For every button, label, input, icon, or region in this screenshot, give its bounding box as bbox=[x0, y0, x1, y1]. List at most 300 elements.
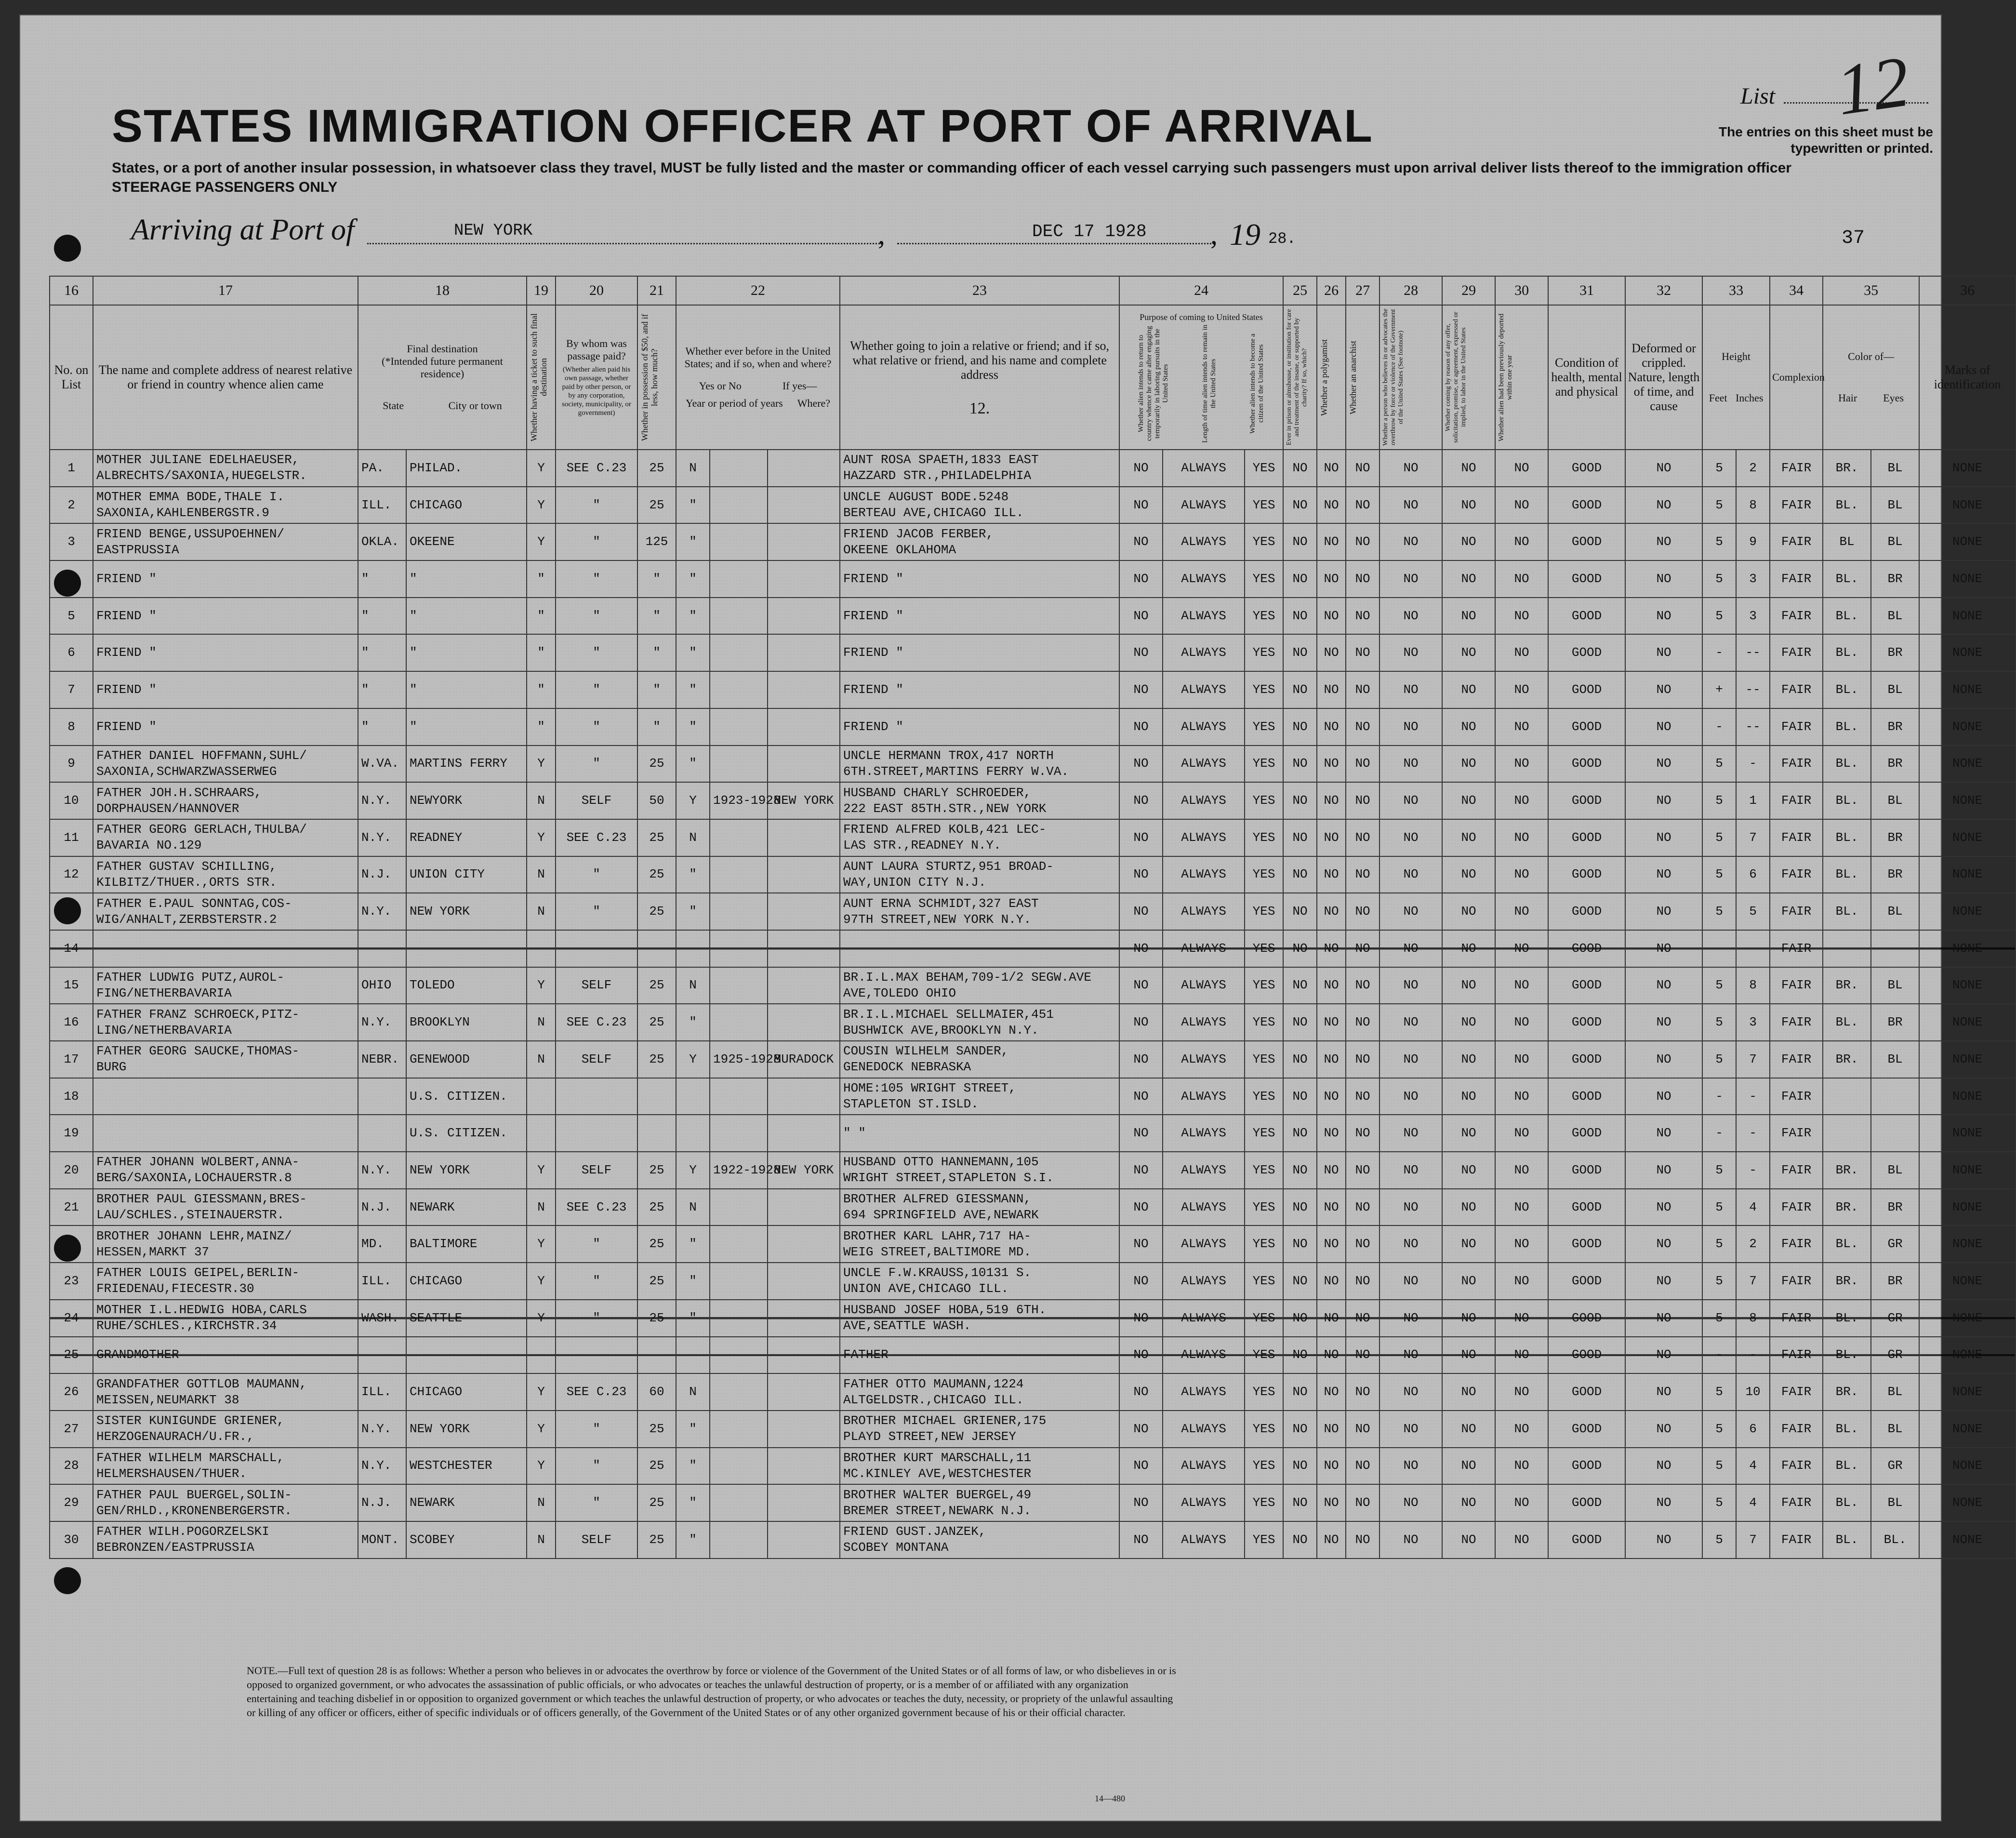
cell-passage-paid: " bbox=[556, 634, 637, 671]
cell-city: NEWARK bbox=[406, 1484, 527, 1521]
cell-deformed: NO bbox=[1625, 708, 1702, 746]
cell-offer: NO bbox=[1442, 1448, 1495, 1485]
cell-marks: NONE bbox=[1919, 560, 2016, 598]
cell-relative-abroad-line: SISTER KUNIGUNDE GRIENER, bbox=[96, 1413, 285, 1428]
cell-hair: BR. bbox=[1823, 1152, 1871, 1189]
cell-state: ILL. bbox=[358, 1373, 406, 1411]
column-number: 25 bbox=[1283, 276, 1317, 305]
cell-health: GOOD bbox=[1548, 1152, 1625, 1189]
cell-hair: BR. bbox=[1823, 1373, 1871, 1411]
cell-row-number: 8 bbox=[50, 708, 93, 746]
cell-joining bbox=[840, 893, 1119, 930]
table-row bbox=[50, 598, 2016, 635]
separator: , bbox=[1210, 218, 1218, 250]
cell-relative-abroad-line: GRANDMOTHER bbox=[96, 1347, 179, 1362]
cell-offer: NO bbox=[1442, 1373, 1495, 1411]
cell-row-number: 22 bbox=[50, 1225, 93, 1263]
cell-ticket bbox=[527, 1078, 556, 1115]
cell-citizen: YES bbox=[1245, 450, 1283, 487]
cell-marks: NONE bbox=[1919, 598, 2016, 635]
port-name: NEW YORK bbox=[454, 222, 533, 240]
cell-health: GOOD bbox=[1548, 1300, 1625, 1337]
column-number: 29 bbox=[1442, 276, 1495, 305]
header-passage bbox=[556, 305, 637, 450]
cell-state: OKLA. bbox=[358, 523, 406, 560]
cell-joining bbox=[840, 746, 1119, 783]
cell-before-us: " bbox=[676, 598, 710, 635]
cell-deformed: NO bbox=[1625, 1484, 1702, 1521]
cell-row-number: 10 bbox=[50, 782, 93, 819]
cell-joining-line: AVE,TOLEDO OHIO bbox=[843, 986, 956, 1000]
cell-year-period bbox=[710, 1373, 768, 1411]
cell-deformed: NO bbox=[1625, 450, 1702, 487]
cell-return: NO bbox=[1119, 1041, 1163, 1078]
table-row bbox=[50, 523, 2016, 560]
cell-inches: - bbox=[1736, 1078, 1770, 1115]
year-period-label: Year or period of years bbox=[685, 397, 783, 409]
cell-hair: BL. bbox=[1823, 856, 1871, 893]
table-row bbox=[50, 1411, 2016, 1448]
cell-joining bbox=[840, 967, 1119, 1004]
cell-relative-abroad-line: DORPHAUSEN/HANNOVER bbox=[96, 801, 239, 816]
column-number: 28 bbox=[1379, 276, 1442, 305]
cell-inches: 8 bbox=[1736, 967, 1770, 1004]
cell-return: NO bbox=[1119, 1152, 1163, 1189]
cell-citizen: YES bbox=[1245, 1189, 1283, 1226]
header-purpose bbox=[1119, 305, 1283, 450]
cell-return: NO bbox=[1119, 634, 1163, 671]
cell-return: NO bbox=[1119, 893, 1163, 930]
cell-joining bbox=[840, 1263, 1119, 1300]
cell-feet: 5 bbox=[1702, 560, 1736, 598]
hair-label: Hair bbox=[1838, 392, 1857, 404]
cell-health: GOOD bbox=[1548, 1337, 1625, 1374]
cell-marks: NONE bbox=[1919, 671, 2016, 708]
cell-relative-abroad-line: FATHER PAUL BUERGEL,SOLIN- bbox=[96, 1487, 292, 1502]
cell-overthrow: NO bbox=[1379, 1373, 1442, 1411]
cell-relative-abroad-line: MOTHER JULIANE EDELHAEUSER, bbox=[96, 453, 300, 467]
before-us-label: Whether ever before in the United States; and if so, when and where? bbox=[684, 345, 832, 370]
cell-return: NO bbox=[1119, 1373, 1163, 1411]
cell-eyes: BL bbox=[1871, 1152, 1919, 1189]
cell-health: GOOD bbox=[1548, 598, 1625, 635]
cell-joining bbox=[840, 1041, 1119, 1078]
cell-length: ALWAYS bbox=[1163, 1448, 1245, 1485]
cell-marks: NONE bbox=[1919, 1411, 2016, 1448]
if-yes-label: If yes— bbox=[782, 380, 817, 392]
cell-hair: BL. bbox=[1823, 560, 1871, 598]
cell-length: ALWAYS bbox=[1163, 450, 1245, 487]
cell-joining-line: BUSHWICK AVE,BROOKLYN N.Y. bbox=[843, 1023, 1039, 1038]
cell-joining bbox=[840, 1189, 1119, 1226]
cell-year-period bbox=[710, 746, 768, 783]
cell-money: 25 bbox=[637, 450, 676, 487]
cell-relative-abroad-line: FRIEND BENGE,USSUPOEHNEN/ bbox=[96, 526, 285, 541]
cell-city: WESTCHESTER bbox=[406, 1448, 527, 1485]
cell-overthrow: NO bbox=[1379, 1078, 1442, 1115]
cell-citizen: YES bbox=[1245, 782, 1283, 819]
cell-relative-abroad-line: ALBRECHTS/SAXONIA,HUEGELSTR. bbox=[96, 468, 307, 483]
cell-complexion: FAIR bbox=[1770, 1411, 1823, 1448]
cell-deported: NO bbox=[1495, 1337, 1548, 1374]
cell-deported: NO bbox=[1495, 1373, 1548, 1411]
cell-feet: 5 bbox=[1702, 598, 1736, 635]
cell-state: " bbox=[358, 634, 406, 671]
cell-return: NO bbox=[1119, 1115, 1163, 1152]
cell-money bbox=[637, 930, 676, 967]
cell-overthrow: NO bbox=[1379, 1411, 1442, 1448]
cell-overthrow: NO bbox=[1379, 782, 1442, 819]
cell-joining-line: STAPLETON ST.ISLD. bbox=[843, 1097, 979, 1112]
list-label: List bbox=[1740, 83, 1776, 109]
cell-feet: 5 bbox=[1702, 819, 1736, 856]
cell-joining-line: BREMER STREET,NEWARK N.J. bbox=[843, 1503, 1032, 1518]
cell-anarchist: NO bbox=[1346, 1225, 1379, 1263]
cell-row-number: 6 bbox=[50, 634, 93, 671]
cell-hair: BL. bbox=[1823, 746, 1871, 783]
table-row bbox=[50, 819, 2016, 856]
cell-citizen: YES bbox=[1245, 1337, 1283, 1374]
cell-health: GOOD bbox=[1548, 634, 1625, 671]
date-line bbox=[897, 243, 1215, 244]
cell-inches: 7 bbox=[1736, 819, 1770, 856]
cell-where bbox=[768, 1189, 840, 1226]
cell-health: GOOD bbox=[1548, 560, 1625, 598]
cell-feet: 5 bbox=[1702, 1152, 1736, 1189]
column-number: 32 bbox=[1625, 276, 1702, 305]
cell-anarchist: NO bbox=[1346, 893, 1379, 930]
cell-return: NO bbox=[1119, 1189, 1163, 1226]
cell-prison: NO bbox=[1283, 1484, 1317, 1521]
cell-eyes: BL bbox=[1871, 1373, 1919, 1411]
cell-deformed: NO bbox=[1625, 893, 1702, 930]
cell-deported: NO bbox=[1495, 1521, 1548, 1558]
cell-citizen: YES bbox=[1245, 930, 1283, 967]
cell-offer: NO bbox=[1442, 671, 1495, 708]
cell-deported: NO bbox=[1495, 1152, 1548, 1189]
cell-passage-paid: " bbox=[556, 523, 637, 560]
cell-relative-abroad bbox=[93, 1521, 358, 1558]
cell-relative-abroad-line: HELMERSHAUSEN/THUER. bbox=[96, 1466, 247, 1481]
cell-before-us: N bbox=[676, 450, 710, 487]
cell-length: ALWAYS bbox=[1163, 708, 1245, 746]
cell-joining-line: FATHER OTTO MAUMANN,1224 bbox=[843, 1376, 1024, 1391]
cell-before-us: N bbox=[676, 1373, 710, 1411]
cell-polygamist: NO bbox=[1317, 1373, 1346, 1411]
cell-complexion: FAIR bbox=[1770, 967, 1823, 1004]
cell-where bbox=[768, 1225, 840, 1263]
cell-passage-paid: SELF bbox=[556, 1041, 637, 1078]
cell-overthrow: NO bbox=[1379, 708, 1442, 746]
cell-prison: NO bbox=[1283, 1521, 1317, 1558]
cell-feet: 5 bbox=[1702, 893, 1736, 930]
cell-prison: NO bbox=[1283, 523, 1317, 560]
cell-passage-paid: SEE C.23 bbox=[556, 1004, 637, 1041]
cell-deformed: NO bbox=[1625, 1263, 1702, 1300]
cell-hair: BL. bbox=[1823, 1337, 1871, 1374]
cell-length: ALWAYS bbox=[1163, 930, 1245, 967]
cell-eyes: BL bbox=[1871, 893, 1919, 930]
cell-feet: 5 bbox=[1702, 1041, 1736, 1078]
cell-state: N.Y. bbox=[358, 1411, 406, 1448]
cell-passage-paid: SEE C.23 bbox=[556, 1373, 637, 1411]
cell-anarchist: NO bbox=[1346, 1337, 1379, 1374]
cell-relative-abroad-line: BEBRONZEN/EASTPRUSSIA bbox=[96, 1540, 254, 1555]
cell-citizen: YES bbox=[1245, 634, 1283, 671]
header-joining bbox=[840, 305, 1119, 450]
deported-label: Whether alien had been previously deported within one year bbox=[1498, 313, 1514, 441]
cell-marks: NONE bbox=[1919, 1263, 2016, 1300]
cell-state: " bbox=[358, 708, 406, 746]
cell-overthrow: NO bbox=[1379, 1004, 1442, 1041]
cell-where: MURADOCK bbox=[768, 1041, 840, 1078]
column-number: 33 bbox=[1702, 276, 1770, 305]
cell-row-number: 1 bbox=[50, 450, 93, 487]
cell-state bbox=[358, 1115, 406, 1152]
cell-prison: NO bbox=[1283, 671, 1317, 708]
cell-relative-abroad bbox=[93, 671, 358, 708]
cell-deformed: NO bbox=[1625, 967, 1702, 1004]
cell-relative-abroad-line: MOTHER EMMA BODE,THALE I. bbox=[96, 490, 285, 505]
cell-anarchist: NO bbox=[1346, 1484, 1379, 1521]
cell-row-number: 30 bbox=[50, 1521, 93, 1558]
cell-joining-line: FRIEND " bbox=[843, 645, 903, 660]
money-label: Whether in possession of $50, and if less, how much? bbox=[640, 314, 659, 441]
cell-where bbox=[768, 893, 840, 930]
cell-where bbox=[768, 1004, 840, 1041]
cell-anarchist: NO bbox=[1346, 930, 1379, 967]
cell-ticket bbox=[527, 930, 556, 967]
cell-hair: BL bbox=[1823, 523, 1871, 560]
cell-eyes: GR bbox=[1871, 1300, 1919, 1337]
cell-city: READNEY bbox=[406, 819, 527, 856]
cell-hair: BL. bbox=[1823, 1225, 1871, 1263]
cell-ticket: " bbox=[527, 634, 556, 671]
cell-ticket: Y bbox=[527, 1300, 556, 1337]
header-prison bbox=[1283, 305, 1317, 450]
cell-marks: NONE bbox=[1919, 523, 2016, 560]
column-number-row bbox=[50, 276, 2016, 305]
cell-row-number: 4 bbox=[50, 560, 93, 598]
cell-length: ALWAYS bbox=[1163, 1041, 1245, 1078]
cell-complexion: FAIR bbox=[1770, 1041, 1823, 1078]
manifest-sheet bbox=[19, 14, 2001, 1822]
list-number: 12 bbox=[1831, 41, 1914, 131]
cell-overthrow: NO bbox=[1379, 1448, 1442, 1485]
cell-deported: NO bbox=[1495, 746, 1548, 783]
cell-before-us: " bbox=[676, 708, 710, 746]
cell-where bbox=[768, 487, 840, 524]
cell-before-us: " bbox=[676, 671, 710, 708]
cell-eyes: BR bbox=[1871, 746, 1919, 783]
cell-deported: NO bbox=[1495, 893, 1548, 930]
cell-complexion: FAIR bbox=[1770, 1225, 1823, 1263]
cell-relative-abroad-line: GRANDFATHER GOTTLOB MAUMANN, bbox=[96, 1376, 307, 1391]
cell-where bbox=[768, 1373, 840, 1411]
cell-deformed: NO bbox=[1625, 634, 1702, 671]
cell-anarchist: NO bbox=[1346, 1300, 1379, 1337]
table-row bbox=[50, 487, 2016, 524]
cell-year-period bbox=[710, 1004, 768, 1041]
cell-deformed: NO bbox=[1625, 1521, 1702, 1558]
cell-deported: NO bbox=[1495, 1225, 1548, 1263]
cell-relative-abroad bbox=[93, 782, 358, 819]
cell-relative-abroad-line: HESSEN,MARKT 37 bbox=[96, 1244, 210, 1259]
cell-eyes: BL bbox=[1871, 671, 1919, 708]
cell-polygamist: NO bbox=[1317, 450, 1346, 487]
table-row bbox=[50, 893, 2016, 930]
cell-inches: 2 bbox=[1736, 1225, 1770, 1263]
color-label: Color of— bbox=[1848, 350, 1895, 362]
cell-where bbox=[768, 708, 840, 746]
cell-prison: NO bbox=[1283, 708, 1317, 746]
cell-offer: NO bbox=[1442, 1411, 1495, 1448]
header-health: Condition of health, mental and physical bbox=[1548, 305, 1625, 450]
cell-ticket: N bbox=[527, 856, 556, 893]
cell-where bbox=[768, 560, 840, 598]
cell-before-us: " bbox=[676, 523, 710, 560]
cell-inches: 2 bbox=[1736, 450, 1770, 487]
cell-eyes: BL bbox=[1871, 598, 1919, 635]
cell-overthrow: NO bbox=[1379, 1189, 1442, 1226]
cell-ticket: Y bbox=[527, 746, 556, 783]
cell-where bbox=[768, 1521, 840, 1558]
cell-eyes: BR bbox=[1871, 1004, 1919, 1041]
cell-where bbox=[768, 1337, 840, 1374]
cell-inches: -- bbox=[1736, 708, 1770, 746]
cell-joining bbox=[840, 819, 1119, 856]
cell-inches: 7 bbox=[1736, 1521, 1770, 1558]
cell-relative-abroad bbox=[93, 487, 358, 524]
cell-prison: NO bbox=[1283, 1411, 1317, 1448]
cell-length: ALWAYS bbox=[1163, 856, 1245, 893]
cell-offer: NO bbox=[1442, 1300, 1495, 1337]
cell-state: N.Y. bbox=[358, 782, 406, 819]
cell-city: U.S. CITIZEN. bbox=[406, 1078, 527, 1115]
table-row bbox=[50, 930, 2016, 967]
cell-offer: NO bbox=[1442, 893, 1495, 930]
cell-before-us: N bbox=[676, 819, 710, 856]
cell-inches: 3 bbox=[1736, 560, 1770, 598]
cell-offer: NO bbox=[1442, 746, 1495, 783]
cell-joining-line: FRIEND " bbox=[843, 719, 903, 734]
cell-relative-abroad-line: BAVARIA NO.129 bbox=[96, 838, 202, 853]
cell-joining-line: GENEDOCK NEBRASKA bbox=[843, 1060, 971, 1075]
cell-deported: NO bbox=[1495, 1411, 1548, 1448]
cell-eyes bbox=[1871, 1078, 1919, 1115]
header-marks: Marks of identification bbox=[1919, 305, 2016, 450]
cell-prison: NO bbox=[1283, 1300, 1317, 1337]
cell-relative-abroad bbox=[93, 1041, 358, 1078]
cell-state: " bbox=[358, 598, 406, 635]
cell-deported: NO bbox=[1495, 1300, 1548, 1337]
cell-year-period bbox=[710, 1078, 768, 1115]
cell-feet: 5 bbox=[1702, 1263, 1736, 1300]
cell-before-us: " bbox=[676, 1521, 710, 1558]
cell-prison: NO bbox=[1283, 634, 1317, 671]
cell-row-number: 13 bbox=[50, 893, 93, 930]
cell-eyes: BL bbox=[1871, 782, 1919, 819]
cell-passage-paid: " bbox=[556, 1411, 637, 1448]
cell-joining bbox=[840, 1300, 1119, 1337]
cell-money: 25 bbox=[637, 819, 676, 856]
cell-relative-abroad bbox=[93, 1225, 358, 1263]
cell-year-period bbox=[710, 1189, 768, 1226]
cell-passage-paid: " bbox=[556, 1263, 637, 1300]
cell-before-us bbox=[676, 1078, 710, 1115]
cell-relative-abroad bbox=[93, 967, 358, 1004]
cell-relative-abroad-line: MEISSEN,NEUMARKT 38 bbox=[96, 1392, 239, 1407]
cell-deformed: NO bbox=[1625, 1300, 1702, 1337]
cell-passage-paid: " bbox=[556, 1448, 637, 1485]
polygamist-label: Whether a polygamist bbox=[1319, 339, 1329, 416]
cell-inches: 7 bbox=[1736, 1041, 1770, 1078]
table-row bbox=[50, 782, 2016, 819]
cell-passage-paid: " bbox=[556, 487, 637, 524]
cell-anarchist: NO bbox=[1346, 523, 1379, 560]
cell-relative-abroad bbox=[93, 450, 358, 487]
cell-ticket: Y bbox=[527, 967, 556, 1004]
cell-health: GOOD bbox=[1548, 708, 1625, 746]
cell-state: NEBR. bbox=[358, 1041, 406, 1078]
cell-eyes: GR bbox=[1871, 1225, 1919, 1263]
cell-citizen: YES bbox=[1245, 708, 1283, 746]
cell-hair: BR. bbox=[1823, 1041, 1871, 1078]
cell-citizen: YES bbox=[1245, 819, 1283, 856]
cell-marks: NONE bbox=[1919, 1078, 2016, 1115]
cell-before-us bbox=[676, 1337, 710, 1374]
cell-anarchist: NO bbox=[1346, 1411, 1379, 1448]
cell-health: GOOD bbox=[1548, 782, 1625, 819]
cell-city: OKEENE bbox=[406, 523, 527, 560]
cell-polygamist: NO bbox=[1317, 819, 1346, 856]
cell-citizen: YES bbox=[1245, 1115, 1283, 1152]
cell-anarchist: NO bbox=[1346, 856, 1379, 893]
cell-ticket: Y bbox=[527, 1263, 556, 1300]
cell-offer: NO bbox=[1442, 819, 1495, 856]
cell-polygamist: NO bbox=[1317, 634, 1346, 671]
cell-year-period bbox=[710, 708, 768, 746]
cell-year-period bbox=[710, 598, 768, 635]
cell-offer: NO bbox=[1442, 1115, 1495, 1152]
cell-deported: NO bbox=[1495, 1115, 1548, 1152]
cell-joining-line: BR.I.L.MAX BEHAM,709-1/2 SEGW.AVE bbox=[843, 970, 1091, 985]
state-label: State bbox=[383, 400, 404, 412]
cell-return: NO bbox=[1119, 1263, 1163, 1300]
cell-citizen: YES bbox=[1245, 1078, 1283, 1115]
cell-joining-line: " " bbox=[843, 1126, 866, 1141]
cell-return: NO bbox=[1119, 450, 1163, 487]
cell-marks: NONE bbox=[1919, 450, 2016, 487]
column-number: 34 bbox=[1770, 276, 1823, 305]
cell-return: NO bbox=[1119, 1004, 1163, 1041]
cell-where bbox=[768, 930, 840, 967]
cell-joining-line: COUSIN WILHELM SANDER, bbox=[843, 1044, 1009, 1059]
cell-anarchist: NO bbox=[1346, 967, 1379, 1004]
cell-hair: BR. bbox=[1823, 967, 1871, 1004]
cell-prison: NO bbox=[1283, 930, 1317, 967]
cell-prison: NO bbox=[1283, 967, 1317, 1004]
cell-state: MONT. bbox=[358, 1521, 406, 1558]
cell-marks: NONE bbox=[1919, 930, 2016, 967]
cell-joining-line: AUNT ROSA SPAETH,1833 EAST bbox=[843, 453, 1039, 467]
table-row bbox=[50, 1300, 2016, 1337]
cell-year-period bbox=[710, 1484, 768, 1521]
cell-city bbox=[406, 1337, 527, 1374]
cell-deformed: NO bbox=[1625, 598, 1702, 635]
header-complexion: Complexion bbox=[1770, 305, 1823, 450]
cell-polygamist: NO bbox=[1317, 598, 1346, 635]
